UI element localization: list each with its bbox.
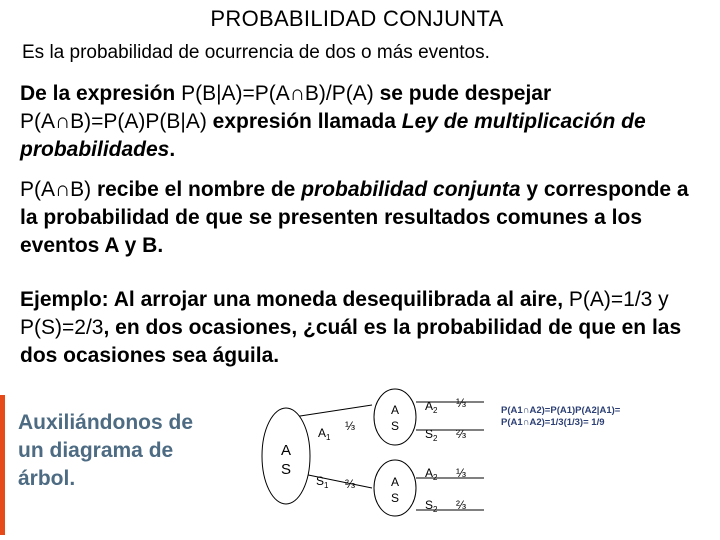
branch-label-a1 [318, 426, 331, 442]
aux-text: Auxiliándonos de un diagrama de árbol. [18, 411, 194, 490]
p3-text-1: Ejemplo: Al arrojar una moneda desequilibrada al aire, [20, 288, 569, 311]
node-s1-label-a: A [390, 475, 400, 489]
node-a1-label-a: A [390, 403, 400, 417]
branch-prob-a1: ⅓ [345, 419, 356, 433]
leaf-1-label [425, 399, 438, 415]
p1-text-1: De la expresión [20, 82, 182, 105]
leaf-2-sub: 2 [433, 434, 438, 443]
slide-title: PROBABILIDAD CONJUNTA [210, 6, 504, 31]
branch-a1-sub: 1 [326, 433, 331, 442]
branch-s1-sub: 1 [324, 481, 329, 490]
leaf-2-event: S [425, 427, 434, 441]
leaf-1-prob: ⅓ [456, 396, 467, 410]
leaf-4-event: S [425, 498, 434, 512]
node-a1 [374, 389, 416, 445]
p1-text-3: expresión llamada [206, 110, 402, 133]
leaf-1-sub: 2 [433, 406, 438, 415]
leaf-3-event: A [425, 466, 434, 480]
leaf-3-prob: ⅓ [456, 466, 467, 480]
p3-given-values: P(A)=1/3 y P(S)=2/3 [20, 288, 669, 339]
branch-label-s1 [316, 474, 329, 490]
leaf-1-event: A [425, 399, 434, 413]
p1-formula-joint: P(A∩B)=P(A)P(B|A) [20, 110, 207, 133]
formula-line-2: P(A1∩A2)=1/3(1/3)= 1/9 [501, 417, 605, 428]
branch-s1-event: S [316, 474, 325, 488]
p1-text-4: . [169, 138, 176, 161]
root-label-s: S [280, 461, 292, 478]
node-s1-label-s: S [390, 491, 400, 505]
root-label-a: A [280, 442, 292, 459]
leaf-3-sub: 2 [433, 473, 438, 482]
leaf-4-sub: 2 [433, 505, 438, 514]
p3-text-2: , en dos ocasiones, ¿cuál es la probabilidad de que en las dos ocasiones sea águila. [20, 316, 682, 367]
p2-text-2: y corresponde a la probabilidad de que se presenten resultados comunes a los eventos A y B. [20, 178, 689, 257]
branch-a1-event: A [318, 426, 327, 440]
branch-prob-s1: ⅔ [345, 477, 356, 491]
definition-text: Es la probabilidad de ocurrencia de dos o más eventos. [22, 42, 490, 63]
p2-term: probabilidad conjunta [301, 178, 521, 201]
leaf-3-label [425, 466, 438, 482]
leaf-2-prob: ⅔ [456, 427, 467, 441]
p2-formula: P(A∩B) [20, 178, 92, 201]
formula-line-1: P(A1∩A2)=P(A1)P(A2|A1)= [501, 405, 621, 416]
leaf-4-label [425, 498, 438, 514]
leaf-4-prob: ⅔ [456, 498, 467, 512]
p1-law-name: Ley de multiplicación de probabilidades [20, 110, 646, 161]
leaf-2-label [425, 427, 438, 443]
node-a1-label-s: S [390, 419, 400, 433]
p1-text-2: se pude despejar [373, 82, 552, 105]
joint-probability-formula [501, 405, 620, 429]
p2-text-1: recibe el nombre de [91, 178, 302, 201]
p1-formula-conditional: P(B|A)=P(A∩B)/P(A) [181, 82, 374, 105]
